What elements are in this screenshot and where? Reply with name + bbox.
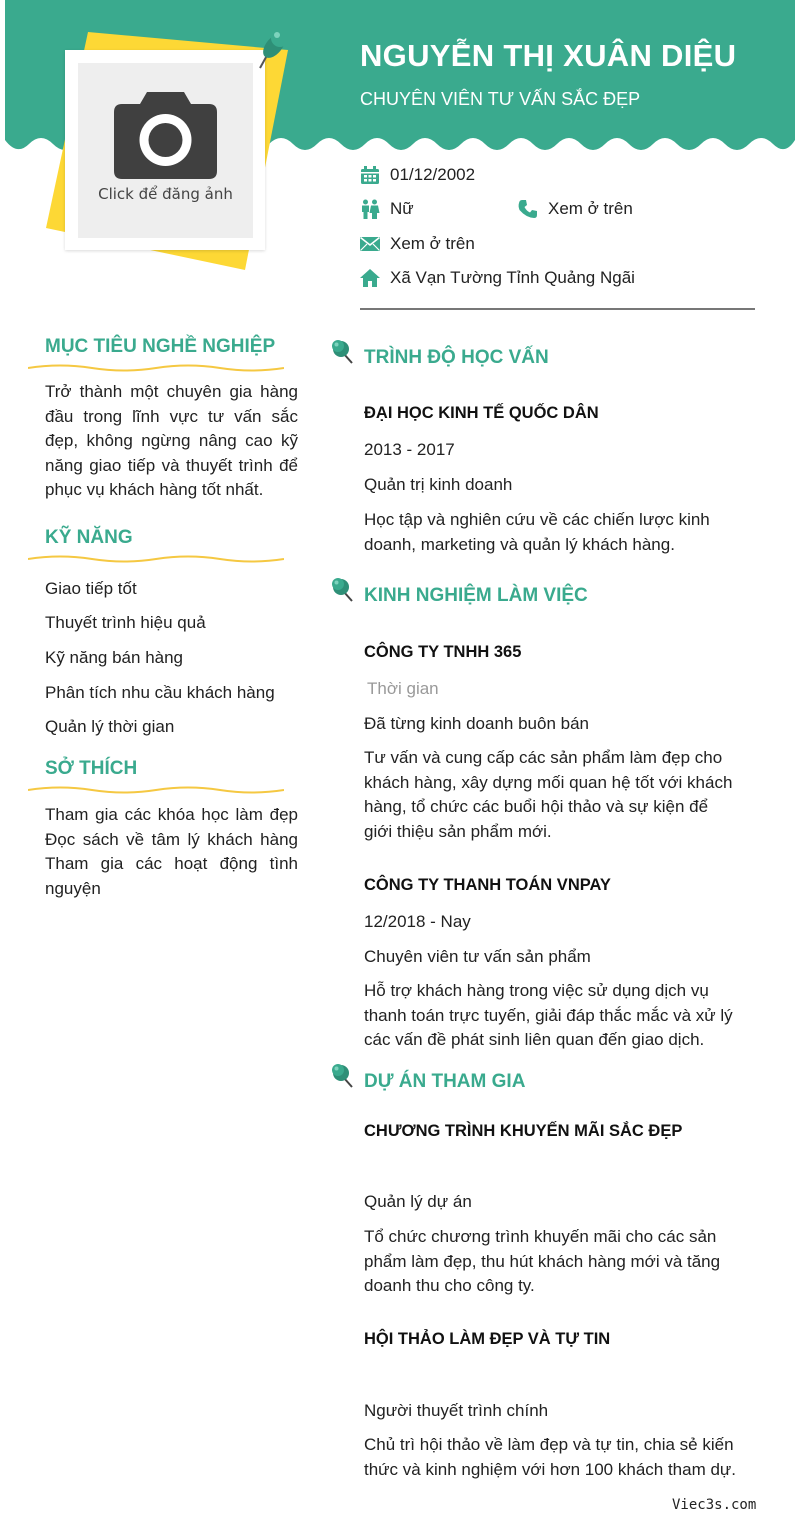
phone-value[interactable]: Xem ở trên [548, 199, 633, 218]
candidate-name: NGUYỄN THỊ XUÂN DIỆU [360, 38, 737, 73]
job-position: Chuyên viên tư vấn sản phẩm [364, 947, 591, 966]
projects-heading: DỰ ÁN THAM GIA [364, 1071, 526, 1092]
education-years: 2013 - 2017 [364, 440, 455, 459]
job-description: Tư vấn và cung cấp các sản phẩm làm đẹp cho khách hàng, xây dựng mối quan hệ tốt với khách hàng, tổ chức các buổi hội thảo và sự kiện để giới thiệu sản phẩm mới. [364, 748, 733, 841]
pushpin-icon [330, 338, 356, 366]
job-position: Đã từng kinh doanh buôn bán [364, 714, 590, 733]
address-row [360, 268, 635, 288]
school-name: ĐẠI HỌC KINH TẾ QUỐC DÂN [364, 404, 599, 422]
project-name: CHƯƠNG TRÌNH KHUYẾN MÃI SẮC ĐẸP [364, 1122, 683, 1140]
gender-value: Nữ [390, 199, 414, 218]
education-major: Quản trị kinh doanh [364, 475, 513, 494]
photo-caption: Click để đăng ảnh [98, 185, 233, 203]
photo-card [65, 50, 265, 250]
phone-icon [518, 199, 538, 219]
project-name: HỘI THẢO LÀM ĐẸP VÀ TỰ TIN [364, 1330, 611, 1348]
birthdate-row [360, 165, 475, 185]
skills-heading: KỸ NĂNG [45, 527, 133, 548]
education-heading: TRÌNH ĐỘ HỌC VẤN [364, 347, 549, 368]
email-row [360, 234, 475, 254]
birthdate-value: 01/12/2002 [390, 165, 476, 184]
experience-heading: KINH NGHIỆM LÀM VIỆC [364, 585, 588, 606]
objective-wave-divider [28, 362, 284, 374]
job-time: Thời gian [367, 679, 439, 698]
education-description: Học tập và nghiên cứu về các chiến lược kinh doanh, marketing và quản lý khách hàng. [364, 510, 710, 554]
pushpin-icon [330, 1062, 356, 1090]
home-icon [360, 269, 380, 287]
address-value: Xã Vạn Tường Tỉnh Quảng Ngãi [390, 268, 635, 287]
company-name: CÔNG TY TNHH 365 [364, 643, 522, 661]
hobbies-wave-divider [28, 784, 284, 796]
objective-text: Trở thành một chuyên gia hàng đầu trong lĩnh vực tư vấn sắc đẹp, không ngừng nâng cao kỹ năng giao tiếp và thuyết trình để phục vụ khách hàng tốt nhất. [45, 382, 298, 499]
watermark: Viec3s.com [672, 1497, 757, 1513]
skill-item: Kỹ năng bán hàng [45, 648, 184, 667]
job-time: 12/2018 - Nay [364, 912, 471, 931]
job-title: CHUYÊN VIÊN TƯ VẤN SẮC ĐẸP [360, 89, 641, 109]
objective-heading: MỤC TIÊU NGHỀ NGHIỆP [45, 336, 276, 357]
hobbies-heading: SỞ THÍCH [45, 758, 138, 779]
skills-wave-divider [28, 553, 284, 565]
skill-item: Giao tiếp tốt [45, 579, 137, 598]
job-description: Hỗ trợ khách hàng trong việc sử dụng dịch vụ thanh toán trực tuyến, giải đáp thắc mắc và xử lý các vấn đề phát sinh liên quan đến giao dịch. [364, 981, 733, 1049]
calendar-icon [360, 166, 380, 185]
phone-row [518, 199, 633, 219]
pushpin-icon [330, 576, 356, 604]
pushpin-icon [250, 24, 292, 74]
company-name: CÔNG TY THANH TOÁN VNPAY [364, 876, 611, 894]
gender-row [360, 199, 414, 219]
project-description: Chủ trì hội thảo về làm đẹp và tự tin, chia sẻ kiến thức và kinh nghiệm với hơn 100 khách tham dự. [364, 1435, 737, 1479]
skill-item: Thuyết trình hiệu quả [45, 613, 206, 632]
skill-item: Phân tích nhu cầu khách hàng [45, 683, 275, 702]
header-divider [360, 308, 755, 310]
project-role: Quản lý dự án [364, 1192, 472, 1211]
project-role: Người thuyết trình chính [364, 1401, 549, 1420]
hobbies-text: Tham gia các khóa học làm đẹp Đọc sách về tâm lý khách hàng Tham gia các hoạt động tình nguyện [45, 805, 298, 898]
project-description: Tổ chức chương trình khuyến mãi cho các sản phẩm làm đẹp, thu hút khách hàng mới và tăng doanh thu cho công ty. [364, 1227, 721, 1295]
skill-item: Quản lý thời gian [45, 717, 175, 736]
email-value[interactable]: Xem ở trên [390, 234, 475, 253]
photo-upload[interactable] [78, 63, 253, 238]
email-icon [360, 236, 380, 252]
camera-icon [113, 88, 218, 180]
gender-icon [360, 199, 380, 219]
